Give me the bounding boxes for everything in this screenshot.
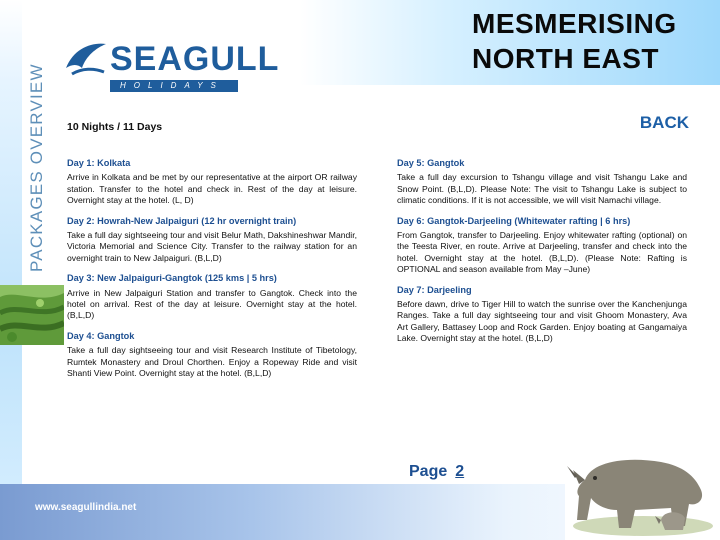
itinerary-day (67, 331, 357, 380)
day-title: Day 3: New Jalpaiguri-Gangtok (125 kms | 5 hrs) (67, 273, 277, 284)
day-title: Day 5: Gangtok (397, 158, 465, 168)
page-label: Page (409, 463, 448, 480)
day-title: Day 4: Gangtok (67, 330, 135, 341)
trip-duration: 10 Nights / 11 Days (67, 121, 163, 133)
itinerary-day (397, 285, 687, 345)
day-description: Take a full day sightseeing tour and visit Belur Math, Dakshineshwar Mandir, Victoria Memorial and Science City. Transfer to the railway station for an overnight train to New Jalpaiguri. (B,L,D) (67, 230, 357, 263)
tea-garden-photo (0, 285, 64, 345)
page-title (472, 6, 692, 76)
seagull-logo (62, 36, 280, 96)
itinerary-day (67, 158, 357, 207)
brand-tagline: HOLIDAYS (120, 81, 224, 90)
day-title: Day 6: Gangtok-Darjeeling (Whitewater rafting | 6 hrs) (397, 215, 631, 226)
itinerary-left-column (67, 158, 357, 389)
page-indicator (409, 463, 464, 481)
rhino-photo (565, 440, 720, 540)
back-link[interactable]: BACK (639, 113, 689, 132)
itinerary-day (67, 216, 357, 265)
day-description: Before dawn, drive to Tiger Hill to watch the sunrise over the Kanchenjunga Ranges. Take a full day sightseeing tour and visit Ghoom Monastery, Ava Art Gallery, Battasey Loop and Rock Garden. Enjoy boating at Gangamaiya Lake. Overnight stay at the hotel. (B,L,D) (397, 299, 687, 344)
day-description: Take a full day excursion to Tshangu village and visit Tshangu Lake and Snow Point. (B,L,D). Please Note: The visit to Tshangu Lake is subject to climatic conditions. If it is not accessible, we will visit Namachi village. (397, 172, 687, 206)
itinerary-day (397, 216, 687, 276)
day-description: Take a full day sightseeing tour and visit Research Institute of Tibetology, Rumtek Monastery and Droul Chorthen. Enjoy a Ropeway Ride and visit Shanti View Point. Overnight stay at the hotel. (B,L,D) (67, 345, 357, 379)
day-title: Day 2: Howrah-New Jalpaiguri (12 hr overnight train) (67, 215, 297, 226)
itinerary-right-column (397, 158, 687, 354)
day-description: From Gangtok, transfer to Darjeeling. Enjoy whitewater rafting (optional) on the Teesta River, en route. Arrive at Darjeeling, transfer and check into the hotel. Overnight stay at the hotel. (B,L,D). (Please Note: Rafting is OPTIONAL and season available from May –June) (397, 230, 687, 275)
day-description: Arrive in New Jalpaiguri Station and transfer to Gangtok. Check into the hotel on arrival. Rest of the day at leisure. Overnight stay at the hotel. (B,L,D) (67, 287, 357, 321)
page-number-link[interactable]: 2 (455, 463, 465, 480)
title-line-2: NORTH EAST (472, 43, 659, 74)
seagull-bird-icon (62, 38, 110, 82)
vertical-section-title: PACKAGES OVERVIEW (27, 63, 46, 272)
left-decorative-stripe (0, 0, 22, 540)
day-description: Arrive in Kolkata and be met by our representative at the airport OR railway station. Transfer to the hotel and check in. Rest of the day at leisure. Overnight stay at the hotel. (L, D) (67, 172, 357, 206)
brand-name: SEAGULL (110, 40, 280, 78)
title-line-1: MESMERISING (472, 8, 677, 39)
itinerary-day (67, 273, 357, 322)
itinerary-day (397, 158, 687, 207)
day-title: Day 1: Kolkata (67, 158, 131, 168)
website-url[interactable]: www.seagullindia.net (35, 502, 137, 513)
day-title: Day 7: Darjeeling (397, 284, 472, 295)
